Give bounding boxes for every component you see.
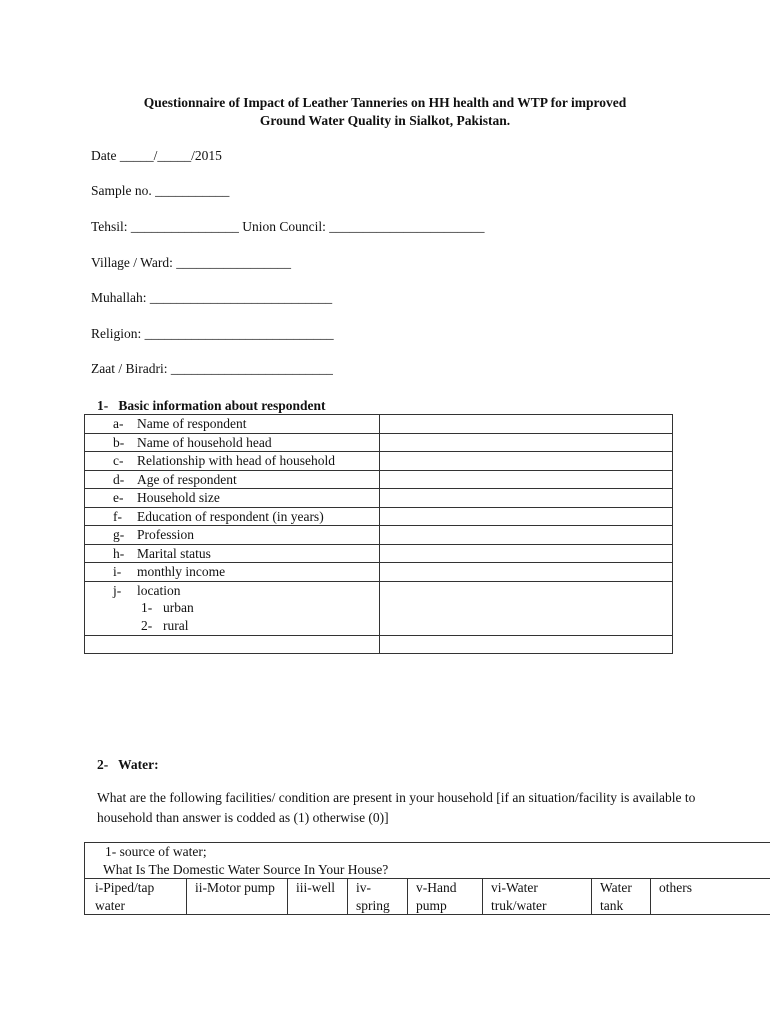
question-domestic-water-source: What Is The Domestic Water Source In Your House? <box>103 861 389 877</box>
row-label: Age of respondent <box>137 471 237 487</box>
section-1-heading: 1- Basic information about respondent <box>97 398 326 413</box>
table-row <box>85 489 673 508</box>
row-label: monthly income <box>137 564 226 579</box>
table-row <box>85 526 673 545</box>
title-line-2: Ground Water Quality in Sialkot, Pakistan. <box>259 113 511 128</box>
village-ward-field[interactable]: Village / Ward: _________________ <box>91 255 291 270</box>
table-row <box>85 452 673 471</box>
table-row <box>85 433 673 452</box>
answer-cell[interactable] <box>380 433 673 452</box>
table-row <box>85 563 673 582</box>
option-hand-pump[interactable]: v-Hand pump <box>408 879 483 915</box>
water-source-question-box <box>84 842 770 915</box>
water-source-options-table <box>85 878 770 914</box>
empty-cell <box>85 635 380 654</box>
answer-cell[interactable] <box>380 452 673 471</box>
row-label: location <box>137 582 181 598</box>
row-label: Marital status <box>137 545 211 561</box>
respondent-info-table <box>84 414 673 654</box>
row-label: Profession <box>137 527 194 542</box>
answer-cell[interactable] <box>380 526 673 545</box>
date-field[interactable]: Date _____/_____/2015 <box>91 148 222 163</box>
option-piped-tap-water[interactable]: i-Piped/tap water <box>95 880 155 913</box>
row-label: Relationship with head of household <box>137 453 335 468</box>
row-letter: h- <box>113 545 125 561</box>
section-2-heading: 2- Water: <box>97 757 159 772</box>
answer-cell[interactable] <box>380 507 673 526</box>
option-water-tank[interactable]: Water tank <box>592 879 651 915</box>
table-row <box>85 635 673 654</box>
table-row <box>85 415 673 434</box>
answer-cell[interactable] <box>380 581 673 635</box>
row-letter: a- <box>113 416 124 431</box>
answer-cell[interactable] <box>380 563 673 582</box>
row-letter: e- <box>113 490 124 505</box>
row-letter: j- <box>113 582 122 598</box>
row-label: Education of respondent (in years) <box>137 508 324 524</box>
row-letter: c- <box>113 453 124 468</box>
muhallah-field[interactable]: Muhallah: ___________________________ <box>91 290 333 305</box>
row-letter: i- <box>113 564 122 579</box>
zaat-biradri-field[interactable]: Zaat / Biradri: ________________________ <box>91 361 333 376</box>
row-label: Name of respondent <box>137 416 247 431</box>
row-letter: f- <box>113 508 122 524</box>
row-letter: b- <box>113 434 125 450</box>
answer-cell[interactable] <box>380 470 673 489</box>
document-title <box>60 94 710 130</box>
answer-cell[interactable] <box>380 415 673 434</box>
tehsil-union-council-field[interactable]: Tehsil: ________________ Union Council: _______________________ <box>91 219 485 234</box>
answer-cell[interactable] <box>380 635 673 654</box>
row-label: Name of household head <box>137 434 272 450</box>
title-line-1: Questionnaire of Impact of Leather Tanneries on HH health and WTP for improved <box>143 95 627 110</box>
table-row <box>85 879 770 915</box>
option-water-truck[interactable]: vi-Water truk/water <box>483 879 592 915</box>
option-well[interactable]: iii-well <box>288 879 348 915</box>
table-row <box>85 544 673 563</box>
answer-cell[interactable] <box>380 489 673 508</box>
row-letter: d- <box>113 471 125 487</box>
table-row <box>85 470 673 489</box>
answer-cell[interactable] <box>380 544 673 563</box>
table-row <box>85 507 673 526</box>
section-2-intro: What are the following facilities/ condition are present in your household [if an situation/facility is available to household than answer is codded as (1) otherwise (0)] <box>97 790 696 825</box>
location-option-rural: 2- rural <box>141 617 189 633</box>
question-source-of-water: 1- source of water; <box>105 844 207 859</box>
sample-number-field[interactable]: Sample no. ___________ <box>91 183 230 198</box>
option-motor-pump[interactable]: ii-Motor pump <box>187 879 288 915</box>
option-others[interactable]: others <box>651 879 770 915</box>
row-label: Household size <box>137 490 220 505</box>
row-letter: g- <box>113 527 125 542</box>
table-row <box>85 581 673 635</box>
location-option-urban: 1- urban <box>141 600 194 615</box>
religion-field[interactable]: Religion: ____________________________ <box>91 326 334 341</box>
option-spring[interactable]: iv-spring <box>348 879 408 915</box>
